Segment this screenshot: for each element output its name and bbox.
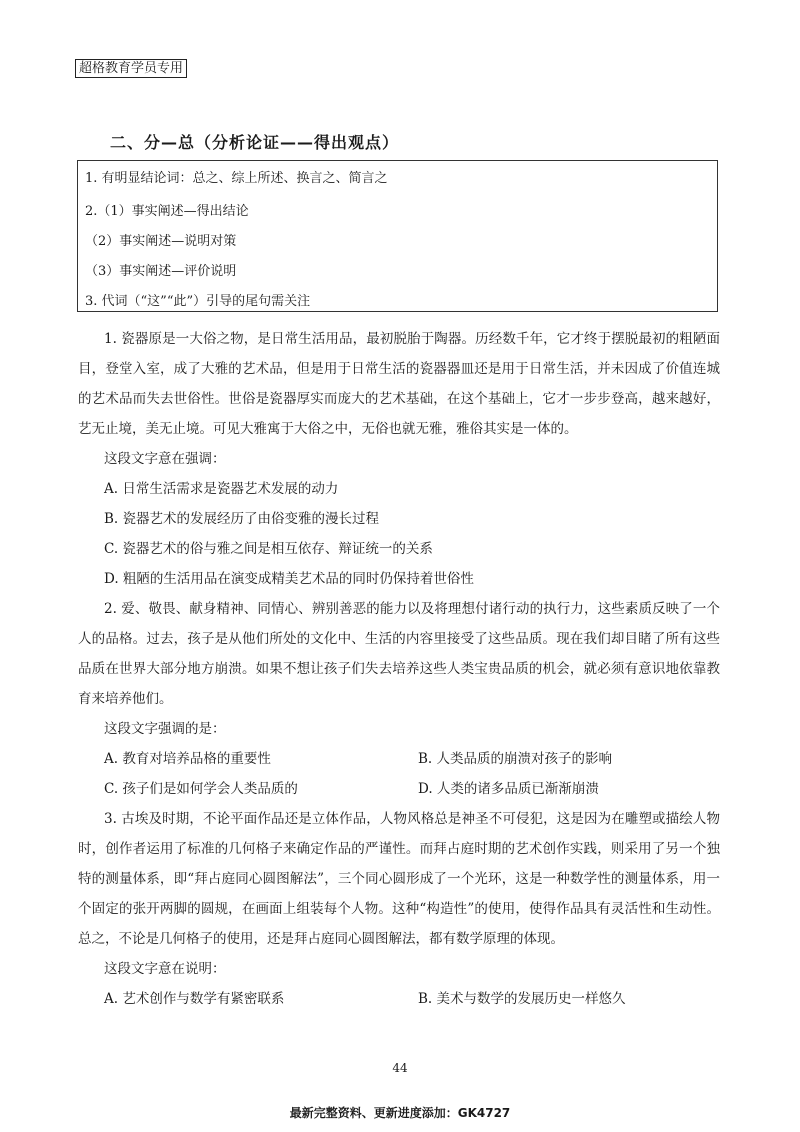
- section-title: 二、分—总（分析论证——得出观点）: [110, 133, 400, 152]
- question-2-option-c[interactable]: C. 孩子们是如何学会人类品质的: [104, 781, 298, 797]
- question-2-option-b[interactable]: B. 人类品质的崩溃对孩子的影响: [418, 751, 613, 767]
- question-1-passage: 1. 瓷器原是一大俗之物，是日常生活用品，最初脱胎于陶器。历经数千年，它才终于摆脱最初的粗陋面目，登堂入室，成了大雅的艺术品，但是用于日常生活的瓷器器皿还是用于日常生活，并未因成了价值连城的艺术品而失去世俗性。世俗是瓷器厚实而庞大的艺术基础，在这个基础上，它才一步步登高，越来越好，艺无止境，美无止境。可见大雅寓于大俗之中，无俗也就无雅，雅俗其实是一体的。: [78, 331, 720, 437]
- student-use-stamp: 超格教育学员专用: [75, 59, 187, 78]
- rule-line: 2.（1）事实阐述—得出结论: [85, 204, 249, 219]
- rule-line: 1. 有明显结论词：总之、综上所述、换言之、简言之: [85, 171, 388, 186]
- question-3-prompt: 这段文字意在说明：: [104, 961, 226, 977]
- questions-content: [78, 324, 720, 1014]
- question-2-option-d[interactable]: D. 人类的诸多品质已渐渐崩溃: [418, 781, 599, 797]
- question-2-options-row-1: [78, 744, 720, 774]
- footer-note: 最新完整资料、更新进度添加：GK4727: [289, 1106, 511, 1120]
- question-3-option-b[interactable]: B. 美术与数学的发展历史一样悠久: [418, 991, 626, 1007]
- question-3-passage: 3. 古埃及时期，不论平面作品还是立体作品，人物风格总是神圣不可侵犯，这是因为在雕塑或描绘人物时，创作者运用了标准的几何格子来确定作品的严谨性。而拜占庭时期的艺术创作实践，则采用了另一个独特的测量体系，即“拜占庭同心圆图解法”，三个同心圆形成了一个光环，这是一种数学性的测量体系，用一个固定的张开两脚的圆规，在画面上组装每个人物。这种“构造性”的使用，使得作品具有灵活性和生动性。总之，不论是几何格子的使用，还是拜占庭同心圆图解法，都有数学原理的体现。: [78, 811, 720, 947]
- question-3-option-a[interactable]: A. 艺术创作与数学有紧密联系: [104, 991, 285, 1007]
- question-2-prompt: 这段文字强调的是：: [104, 721, 226, 737]
- rule-line: （3）事实阐述—评价说明: [85, 264, 237, 279]
- rules-box: [77, 160, 718, 312]
- question-3-options-row-1: [78, 984, 720, 1014]
- question-1-option-c[interactable]: C. 瓷器艺术的俗与雅之间是相互依存、辩证统一的关系: [104, 541, 433, 557]
- question-1-option-a[interactable]: A. 日常生活需求是瓷器艺术发展的动力: [104, 481, 339, 497]
- question-1-option-b[interactable]: B. 瓷器艺术的发展经历了由俗变雅的漫长过程: [104, 511, 380, 527]
- question-1-option-d[interactable]: D. 粗陋的生活用品在演变成精美艺术品的同时仍保持着世俗性: [104, 571, 474, 587]
- question-1-prompt: 这段文字意在强调：: [104, 451, 226, 467]
- page-number: 44: [392, 1061, 408, 1075]
- question-2-options-row-2: [78, 774, 720, 804]
- question-2-option-a[interactable]: A. 教育对培养品格的重要性: [104, 751, 271, 767]
- rule-line: （2）事实阐述—说明对策: [85, 234, 237, 249]
- question-2-passage: 2. 爱、敬畏、献身精神、同情心、辨别善恶的能力以及将理想付诸行动的执行力，这些素质反映了一个人的品格。过去，孩子是从他们所处的文化中、生活的内容里接受了这些品质。现在我们却目睹了所有这些品质在世界大部分地方崩溃。如果不想让孩子们失去培养这些人类宝贵品质的机会，就必须有意识地依靠教育来培养他们。: [78, 601, 720, 707]
- rule-line: 3. 代词（“这”“此”）引导的尾句需关注: [85, 294, 311, 309]
